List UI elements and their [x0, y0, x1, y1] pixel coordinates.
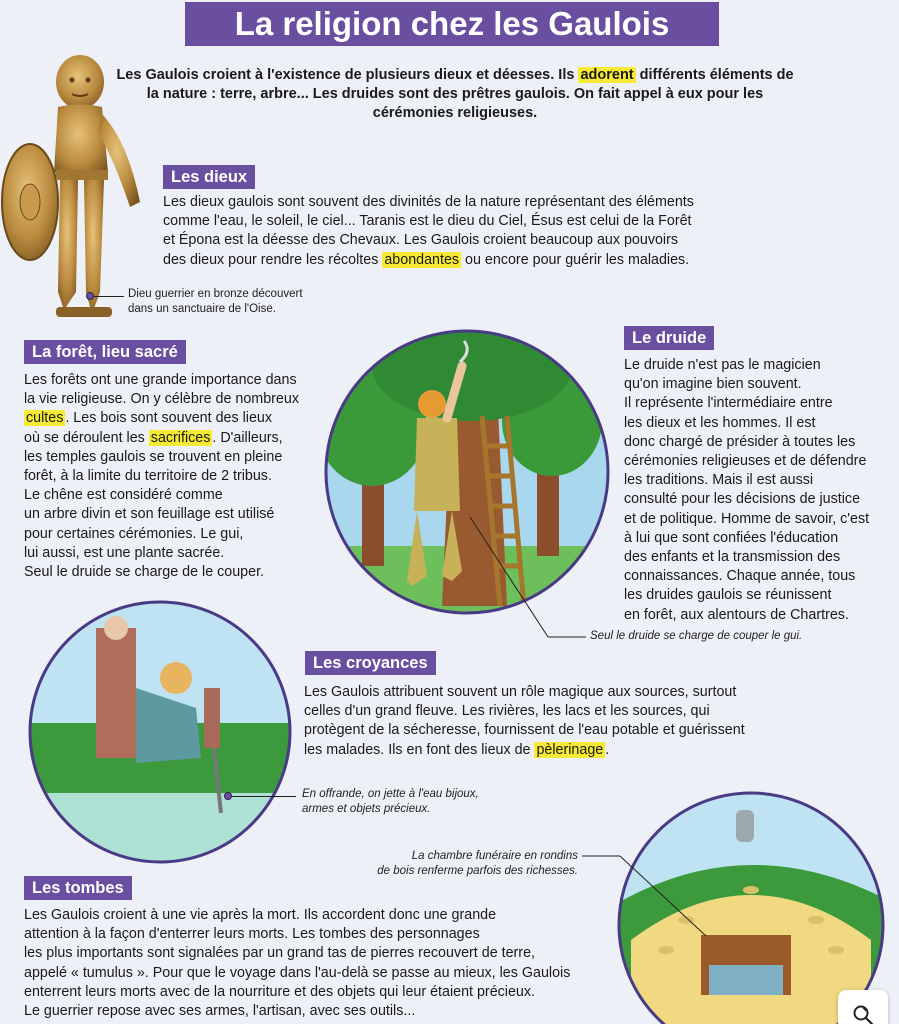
croyances-line2: celles d'un grand fleuve. Les rivières, les lacs et les sources, qui [304, 703, 710, 720]
druide-line: Il représente l'intermédiaire entre [624, 395, 833, 412]
druide-caption-leader [468, 515, 588, 645]
dieux-line4 [163, 251, 783, 270]
dieux-line1: Les dieux gaulois sont souvent des divinités de la nature représentant des éléments [163, 194, 694, 210]
foret-line3-rest: . Les bois sont souvent des lieux [65, 410, 272, 427]
section-label-foret: La forêt, lieu sacré [24, 340, 186, 364]
druide-line: les druides gaulois se réunissent [624, 587, 832, 604]
druide-line: donc chargé de présider à toutes les [624, 433, 856, 450]
section-label-tombes: Les tombes [24, 876, 132, 900]
foret-highlight-cultes: cultes [26, 410, 64, 427]
foret-line5: les temples gaulois se trouvent en pleine [24, 448, 283, 465]
section-label-dieux: Les dieux [163, 165, 255, 189]
druide-line: en forêt, aux alentours de Chartres. [624, 606, 849, 623]
intro-text [110, 66, 800, 123]
tombes-line: attention à la façon d'enterrer leurs morts. Les tombes des personnages [24, 926, 480, 943]
foret-highlight-sacrifices: sacrifices [150, 429, 211, 446]
dieux-highlight: abondantes [384, 251, 460, 268]
croyances-caption-leader [232, 796, 296, 797]
druide-line: et de politique. Homme de savoir, c'est [624, 510, 870, 527]
statue-caption-marker [86, 292, 94, 300]
intro-highlight: adorent [580, 67, 634, 83]
druide-caption: Seul le druide se charge de couper le gui. [590, 630, 803, 642]
tombes-line: enterrent leurs morts avec de la nourriture et des objets qui leur étaient précieux. [24, 983, 535, 1000]
page-title: La religion chez les Gaulois [185, 2, 719, 46]
dieux-line3: et Épona est la déesse des Chevaux. Les Gaulois croient beaucoup aux pouvoirs [163, 232, 679, 249]
tombes-line: Le guerrier repose avec ses armes, l'artisan, avec ses outils... [24, 1003, 416, 1020]
intro-part1: Les Gaulois croient à l'existence de plusieurs dieux et déesses. Ils [116, 67, 579, 83]
foret-text [24, 371, 334, 582]
croyances-highlight: pèlerinage [536, 741, 604, 758]
zoom-search-icon [852, 1004, 874, 1024]
section-label-druide: Le druide [624, 326, 714, 350]
croyances-caption-line2: armes et objets précieux. [302, 803, 431, 815]
dieux-line4-part2: ou encore pour guérir les maladies. [461, 251, 690, 268]
foret-line4-part2: . D'ailleurs, [212, 429, 283, 446]
foret-line11: Seul le druide se charge de le couper. [24, 564, 265, 581]
tombes-caption-line2: de bois renferme parfois des richesses. [377, 865, 578, 877]
dieux-line2: comme l'eau, le soleil, le ciel... Taranis est le dieu du Ciel, Ésus est celui de la Forêt [163, 213, 692, 230]
druide-line: à lui que sont confiées l'éducation [624, 529, 839, 546]
druide-line: des enfants et la transmission des [624, 549, 841, 566]
druide-line: connaissances. Chaque année, tous [624, 568, 856, 585]
foret-line1: Les forêts ont une grande importance dans [24, 372, 297, 388]
croyances-caption-line1: En offrande, on jette à l'eau bijoux, [302, 788, 479, 800]
foret-line2: la vie religieuse. On y célèbre de nombreux [24, 391, 299, 408]
foret-line8: un arbre divin et son feuillage est utilisé [24, 506, 275, 523]
foret-line7: Le chêne est considéré comme [24, 487, 223, 504]
croyances-line4-part1: les malades. Ils en font des lieux de [304, 741, 535, 758]
zoom-button[interactable] [838, 990, 888, 1024]
dieux-text [163, 193, 783, 270]
tombes-caption-line1: La chambre funéraire en rondins [411, 850, 578, 862]
foret-line4-part1: où se déroulent les [24, 429, 149, 446]
foret-line10: lui aussi, est une plante sacrée. [24, 544, 225, 561]
foret-line3 [24, 409, 334, 428]
foret-line9: pour certaines cérémonies. Le gui, [24, 525, 244, 542]
druide-line: qu'on imagine bien souvent. [624, 376, 802, 393]
croyances-text [304, 683, 864, 760]
druide-line: consulté pour les décisions de justice [624, 491, 861, 508]
dieux-line4-part1: des dieux pour rendre les récoltes [163, 251, 383, 268]
sacred-spring-offering-illustration [26, 598, 294, 866]
croyances-caption-marker [224, 792, 232, 800]
bronze-warrior-statue-illustration [0, 52, 150, 327]
croyances-line4 [304, 741, 864, 760]
croyances-line1: Les Gaulois attribuent souvent un rôle magique aux sources, surtout [304, 684, 737, 700]
statue-caption-line2: dans un sanctuaire de l'Oise. [128, 303, 276, 315]
druide-text [624, 356, 899, 625]
tombes-text [24, 906, 624, 1021]
foret-line4 [24, 429, 334, 448]
foret-line6: forêt, à la limite du territoire de 2 tribus. [24, 468, 272, 485]
statue-caption-leader [94, 296, 124, 297]
statue-caption [128, 287, 303, 317]
intro-part2: différents éléments de la nature : terre, arbre... Les druides sont des prêtres gaulois. On fait appel à eux pour les cérémonies religieuses. [146, 67, 794, 121]
statue-caption-line1: Dieu guerrier en bronze découvert [128, 288, 303, 300]
section-label-croyances: Les croyances [305, 651, 436, 675]
tombes-line: Les Gaulois croient à une vie après la mort. Ils accordent donc une grande [24, 907, 497, 923]
croyances-line4-part2: . [605, 741, 610, 758]
tombes-line: les plus importants sont signalées par un grand tas de pierres recouvert de terre, [24, 945, 535, 962]
druide-line: cérémonies religieuses et de défendre [624, 453, 867, 470]
druide-line: les dieux et les hommes. Il est [624, 414, 816, 431]
druide-line: Le druide n'est pas le magicien [624, 357, 821, 373]
druide-line: les traditions. Mais il est aussi [624, 472, 814, 489]
tombes-line: appelé « tumulus ». Pour que le voyage dans l'au-delà se passe au mieux, les Gaulois [24, 964, 571, 981]
croyances-caption [302, 787, 479, 817]
croyances-line3: protègent de la sécheresse, fournissent de l'eau potable et guérissent [304, 722, 745, 739]
tombes-caption [330, 849, 578, 879]
